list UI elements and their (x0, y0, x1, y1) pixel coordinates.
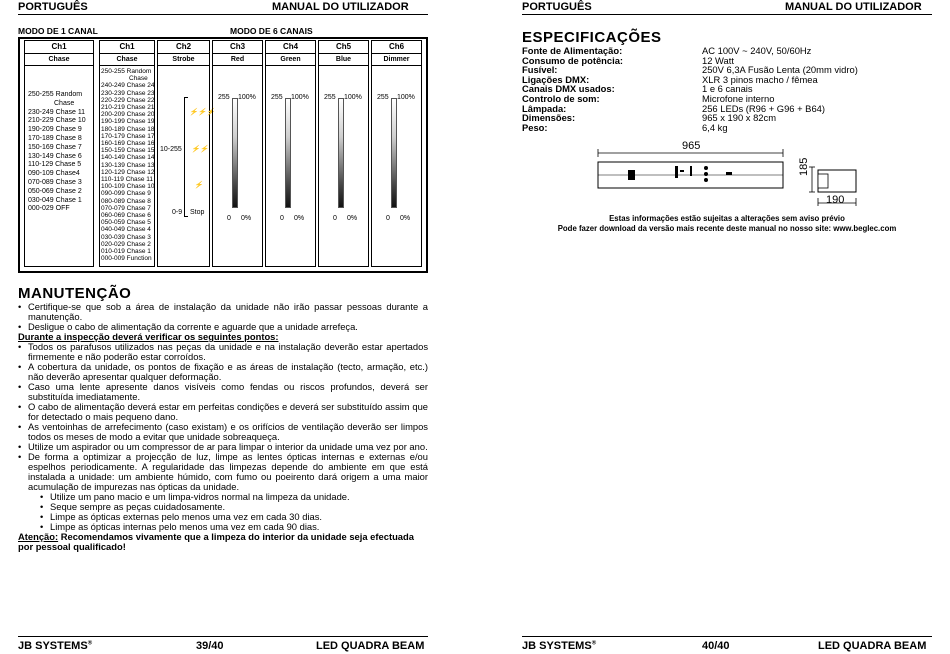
mode1-ch1-column (24, 40, 94, 267)
attention-note (18, 532, 428, 552)
dmx-value-row: 230-249 Chase 11 (28, 108, 86, 116)
dmx-value-row: 070-079 Chase 7 (101, 204, 151, 212)
bullet-text: Desligue o cabo de alimentação da corrente e aguarde que a unidade arrefeça. (28, 321, 358, 332)
bullet-dot-icon: • (40, 501, 44, 512)
spec-value: 1 e 6 canais (702, 83, 753, 95)
mode6-ch2-column (157, 40, 216, 267)
mode6-ch4-header: Ch4 (266, 41, 315, 54)
mode6-ch1-function: Chase (100, 54, 154, 66)
spec-value: 6,4 kg (702, 121, 728, 133)
dmx-value-row: 200-209 Chase 20 (101, 111, 155, 119)
spec-value: 256 LEDs (R96 + G96 + B64) (702, 102, 825, 114)
mode6-ch6-header: Ch6 (372, 41, 421, 54)
spec-label: Ligações DMX: (522, 73, 590, 85)
dmx-value-row: 130-149 Chase 6 (28, 152, 82, 160)
dmx-value-row: 040-049 Chase 4 (101, 226, 151, 234)
mode1-ch1-header: Ch1 (25, 41, 93, 54)
mode6-ch4-column (265, 40, 316, 267)
green-intensity-bar (285, 98, 291, 208)
bullet-text: Limpe as ópticas externas pelo menos uma vez em cada 30 dias. (50, 511, 323, 522)
dmx-value-row: 250-255 Random (101, 68, 152, 75)
dmx-value-row: 090-109 Chase4 (28, 170, 80, 178)
bullet-dot-icon: • (18, 381, 22, 392)
attention-text: Recomendamos vivamente que a limpeza do interior da unidade seja efectuada por pessoal qualificado! (18, 531, 414, 552)
dmx-value-row: 230-239 Chase 23 (101, 89, 155, 97)
blue-bottom-value: 0 (333, 215, 337, 222)
dmx-value-row: 010-019 Chase 1 (101, 248, 151, 256)
red-bottom-pct: 0% (241, 215, 252, 222)
bullet-text: Utilize um pano macio e um limpa-vidros normal na limpeza da unidade. (50, 491, 350, 502)
dimmer-top-value: 255 (377, 94, 389, 101)
bullet-dot-icon: • (18, 361, 22, 372)
dim-length-label: 965 (682, 140, 701, 152)
dmx-value-row: 090-099 Chase 9 (101, 190, 151, 198)
strobe-mid-icon: ⚡⚡ (191, 146, 209, 153)
notice-changes: Estas informações estão sujeitas a alterações sem aviso prévio (609, 214, 845, 223)
bullet-dot-icon: • (18, 421, 22, 432)
spec-label: Consumo de potência: (522, 54, 624, 66)
spec-row (522, 113, 858, 123)
dmx-value-row: 020-029 Chase 2 (101, 240, 151, 248)
dmx-value-row: 170-189 Chase 8 (28, 134, 82, 142)
spec-label: Fusível: (522, 64, 558, 76)
green-top-value: 255 (271, 94, 283, 101)
specs-table (522, 46, 858, 132)
spec-value: AC 100V ~ 240V, 50/60Hz (702, 45, 812, 56)
header-language: PORTUGUÊS (18, 1, 88, 13)
mode6-ch6-column (371, 40, 422, 267)
maintenance-bullet (18, 342, 428, 362)
inspection-heading: Durante a inspecção deverá verificar os seguintes pontos: (18, 331, 279, 342)
dmx-value-row: 170-179 Chase 17 (101, 132, 155, 140)
strobe-range-low: 0-9 (172, 209, 183, 216)
spec-label: Lâmpada: (522, 102, 567, 114)
dim-height-label: 185 (798, 157, 810, 176)
dmx-value-row: 180-189 Chase 18 (101, 125, 155, 133)
bullet-dot-icon: • (18, 301, 22, 312)
header-rule (18, 14, 428, 15)
dmx-value-row: 210-229 Chase 10 (28, 117, 86, 125)
footer-rule (18, 636, 428, 637)
dmx-value-row: 110-129 Chase 5 (28, 161, 82, 169)
spec-value: 12 Watt (702, 54, 734, 66)
header-rule-right (522, 14, 932, 15)
dmx-value-row: 220-229 Chase 22 (101, 96, 155, 104)
mode6-ch5-column (318, 40, 369, 267)
bullet-dot-icon: • (18, 401, 22, 412)
spec-label: Fonte de Alimentação: (522, 45, 623, 56)
bullet-text: De forma a optimizar a projecção de luz, limpe as lentes ópticas internas e externas e/ou espelhos periodicamente. A regularidade das limpezas depende do ambiente em que está instalada a unidade: um ambiente húmido, com fumo ou poeirento dará origem a uma maior acumulação de impurezas nas ópticas da unidade. (28, 451, 428, 492)
spec-label: Dimensões: (522, 112, 576, 124)
dmx-value-row: 000-029 OFF (28, 205, 70, 213)
blue-top-pct: 100% (344, 94, 362, 101)
green-top-pct: 100% (291, 94, 309, 101)
footer-brand-right (522, 640, 596, 652)
dmx-value-row: 100-109 Chase 10 (101, 183, 155, 191)
spec-value: Microfone interno (702, 92, 775, 104)
dmx-value-row: 080-089 Chase 8 (101, 197, 151, 205)
dmx-value-row: Chase (129, 75, 148, 83)
strobe-range-high: 10-255 (160, 146, 182, 153)
spec-value: 965 x 190 x 82cm (702, 112, 777, 124)
bullet-dot-icon: • (18, 451, 22, 462)
footer-product-name-right: LED QUADRA BEAM (818, 640, 927, 652)
footer-brand (18, 640, 92, 652)
dmx-value-row: 030-039 Chase 3 (101, 233, 151, 241)
dmx-value-row: 000-009 Function (101, 255, 152, 263)
dim-depth-label: 190 (826, 194, 845, 206)
bullet-text: O cabo de alimentação deverá estar em perfeitas condições e deverá ser substituído assim que for detectado o mais pequeno dano. (28, 401, 428, 422)
spec-value: XLR 3 pinos macho / fêmea (702, 73, 818, 85)
footer-reg-mark-right: ® (591, 640, 597, 647)
maintenance-bullet (18, 522, 428, 532)
strobe-slow-icon: ⚡ (194, 182, 203, 189)
strobe-stop-label: Stop (190, 209, 205, 216)
mode6-ch1-column (99, 40, 155, 267)
bullet-text: Utilize um aspirador ou um compressor de ar para limpar o interior da unidade uma vez por ano. (28, 441, 428, 452)
mode1-ch1-function: Chase (25, 54, 93, 66)
spec-label: Peso: (522, 121, 548, 133)
strobe-scale-line (184, 97, 185, 217)
bullet-text: Certifique-se que sob a área de instalação da unidade não irão passar pessoas durante a manutenção. (28, 301, 428, 322)
footer-product-name: LED QUADRA BEAM (316, 640, 425, 652)
spec-label: Controlo de som: (522, 92, 600, 104)
dmx-value-row: 210-219 Chase 21 (101, 104, 155, 112)
dmx-value-row: 030-049 Chase 1 (28, 196, 82, 204)
mode6-ch2-function: Strobe (158, 54, 209, 66)
dmx-value-row: 050-059 Chase 5 (101, 219, 151, 227)
dimmer-top-pct: 100% (397, 94, 415, 101)
header-language-right: PORTUGUÊS (522, 1, 592, 13)
footer-rule-right (522, 636, 932, 637)
mode6-ch3-column (212, 40, 263, 267)
spec-row (522, 123, 858, 133)
bullet-text: Seque sempre as peças cuidadosamente. (50, 501, 226, 512)
footer-page-number: 39/40 (196, 640, 224, 652)
blue-bottom-pct: 0% (347, 215, 358, 222)
red-intensity-bar (232, 98, 238, 208)
footer-brand-name: JB SYSTEMS (18, 640, 88, 652)
maintenance-bullet (18, 382, 428, 402)
mode6-ch2-header: Ch2 (158, 41, 209, 54)
dmx-value-row: 130-139 Chase 13 (101, 161, 155, 169)
dmx-value-row: 160-169 Chase 16 (101, 140, 155, 148)
mode6-ch5-header: Ch5 (319, 41, 368, 54)
bullet-dot-icon: • (18, 341, 22, 352)
mode6-ch1-header: Ch1 (100, 41, 154, 54)
green-bottom-value: 0 (280, 215, 284, 222)
red-bottom-value: 0 (227, 215, 231, 222)
bullet-text: Todos os parafusos utilizados nas peças da unidade e na instalação deverão estar apertados firmemente e não poderão estar corroídos. (28, 341, 428, 362)
bullet-text: As ventoinhas de arrefecimento (caso existam) e os orifícios de ventilação deverão ser limpos todos os meses de modo a evitar que unidade sobreaqueça. (28, 421, 428, 442)
blue-intensity-bar (338, 98, 344, 208)
bullet-text: Limpe as ópticas internas pelo menos uma vez em cada 90 dias. (50, 521, 320, 532)
mode6-title: MODO DE 6 CANAIS (230, 26, 313, 36)
mode6-ch5-function: Blue (319, 54, 368, 66)
specs-title: ESPECIFICAÇÕES (522, 29, 662, 46)
dmx-value-row: 150-159 Chase 15 (101, 147, 155, 155)
dmx-value-row: 070-089 Chase 3 (28, 178, 82, 186)
bullet-text: Caso uma lente apresente danos visíveis como fendas ou riscos profundos, deverá ser substituída imediatamente. (28, 381, 428, 402)
bullet-dot-icon: • (18, 441, 22, 452)
spec-value: 250V 6,3A Fusão Lenta (20mm vidro) (702, 64, 858, 76)
dimmer-bottom-value: 0 (386, 215, 390, 222)
attention-label: Atenção: (18, 531, 59, 542)
dimmer-intensity-bar (391, 98, 397, 208)
bullet-dot-icon: • (40, 521, 44, 532)
bullet-dot-icon: • (40, 511, 44, 522)
notice-download: Pode fazer download da versão mais recente deste manual no nosso site: www.beglec.com (557, 224, 897, 233)
red-top-value: 255 (218, 94, 230, 101)
header-manual-title: MANUAL DO UTILIZADOR (272, 1, 409, 13)
dmx-value-row: 250-255 Random (28, 91, 83, 98)
strobe-fast-icon: ⚡⚡⚡ (189, 109, 216, 116)
dmx-value-row: Chase (54, 99, 75, 107)
maintenance-bullet (18, 452, 428, 492)
mode6-ch3-function: Red (213, 54, 262, 66)
strobe-scale-tick-top (184, 97, 188, 98)
strobe-scale-tick-bottom (184, 216, 188, 217)
dmx-value-row: 060-069 Chase 6 (101, 212, 151, 220)
green-bottom-pct: 0% (294, 215, 305, 222)
mode6-ch3-header: Ch3 (213, 41, 262, 54)
dmx-value-row: 120-129 Chase 12 (101, 168, 155, 176)
maintenance-bullet (18, 422, 428, 442)
header-manual-title-right: MANUAL DO UTILIZADOR (785, 1, 922, 13)
mode1-ch1-values (28, 91, 94, 214)
red-top-pct: 100% (238, 94, 256, 101)
dmx-value-row: 110-119 Chase 11 (101, 176, 154, 184)
footer-brand-name-right: JB SYSTEMS (522, 640, 592, 652)
maintenance-bullet (18, 402, 428, 422)
dmx-value-row: 240-249 Chase 24 (101, 82, 155, 90)
maintenance-bullet (18, 322, 428, 332)
mode1-title: MODO DE 1 CANAL (18, 26, 98, 36)
mode6-ch4-function: Green (266, 54, 315, 66)
dmx-value-row: 150-169 Chase 7 (28, 143, 82, 151)
bullet-dot-icon: • (40, 491, 44, 502)
footer-page-number-right: 40/40 (702, 640, 730, 652)
maintenance-title: MANUTENÇÃO (18, 285, 132, 302)
dimmer-bottom-pct: 0% (400, 215, 411, 222)
mode6-ch6-function: Dimmer (372, 54, 421, 66)
dmx-value-row: 050-069 Chase 2 (28, 187, 82, 195)
footer-reg-mark: ® (87, 640, 93, 647)
maintenance-body (18, 302, 428, 552)
blue-top-value: 255 (324, 94, 336, 101)
dmx-value-row: 190-199 Chase 19 (101, 118, 155, 126)
spec-label: Canais DMX usados: (522, 83, 615, 95)
dmx-value-row: 140-149 Chase 14 (101, 154, 155, 162)
mode6-ch1-values (101, 68, 156, 262)
dmx-value-row: 190-209 Chase 9 (28, 126, 82, 134)
maintenance-bullet (18, 302, 428, 322)
bullet-dot-icon: • (18, 321, 22, 332)
bullet-text: A cobertura da unidade, os pontos de fixação e as áreas de instalação (tecto, armação, etc.) não deverão apresentar qualquer deformação. (28, 361, 428, 382)
maintenance-bullet (18, 362, 428, 382)
